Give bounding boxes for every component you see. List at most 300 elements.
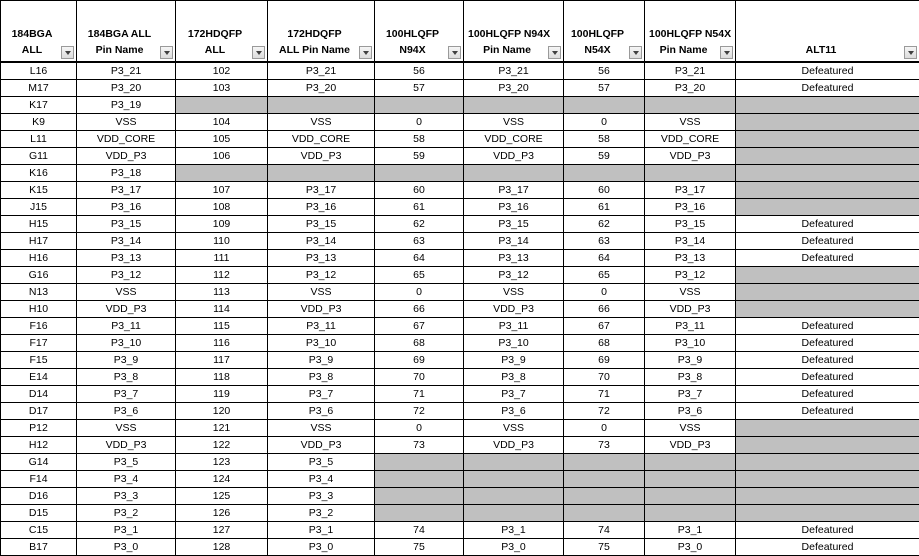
table-cell[interactable] <box>736 114 919 131</box>
table-cell[interactable] <box>736 131 919 148</box>
table-cell[interactable]: P3_15 <box>464 216 564 233</box>
table-cell[interactable]: 70 <box>564 369 645 386</box>
table-cell[interactable]: H16 <box>1 250 77 267</box>
table-cell[interactable]: P3_18 <box>77 165 176 182</box>
table-cell[interactable]: VDD_P3 <box>464 437 564 454</box>
table-cell[interactable]: P3_15 <box>268 216 375 233</box>
table-cell[interactable]: P3_9 <box>464 352 564 369</box>
filter-dropdown-icon[interactable] <box>548 46 561 59</box>
table-cell[interactable]: 0 <box>564 284 645 301</box>
table-cell[interactable]: VDD_P3 <box>77 437 176 454</box>
table-cell[interactable] <box>464 454 564 471</box>
table-cell[interactable]: 73 <box>375 437 464 454</box>
table-cell[interactable]: P3_8 <box>77 369 176 386</box>
table-cell[interactable]: VDD_P3 <box>464 148 564 165</box>
table-cell[interactable] <box>464 488 564 505</box>
table-cell[interactable]: 113 <box>176 284 268 301</box>
table-cell[interactable]: P3_10 <box>645 335 736 352</box>
table-cell[interactable]: H12 <box>1 437 77 454</box>
table-cell[interactable]: N13 <box>1 284 77 301</box>
table-cell[interactable]: Defeatured <box>736 233 919 250</box>
table-cell[interactable] <box>268 97 375 114</box>
table-cell[interactable]: 56 <box>564 62 645 80</box>
table-cell[interactable]: P3_9 <box>268 352 375 369</box>
table-cell[interactable] <box>736 182 919 199</box>
table-cell[interactable]: P3_7 <box>77 386 176 403</box>
table-cell[interactable]: D14 <box>1 386 77 403</box>
table-cell[interactable]: P3_1 <box>645 522 736 539</box>
table-cell[interactable]: P3_5 <box>268 454 375 471</box>
table-cell[interactable]: 108 <box>176 199 268 216</box>
table-row <box>1 420 919 437</box>
table-cell[interactable]: VDD_CORE <box>464 131 564 148</box>
table-cell[interactable]: P3_11 <box>464 318 564 335</box>
table-cell[interactable]: 58 <box>375 131 464 148</box>
table-cell[interactable]: 65 <box>375 267 464 284</box>
table-cell[interactable]: 75 <box>564 539 645 556</box>
table-cell[interactable]: 105 <box>176 131 268 148</box>
table-row <box>1 114 919 131</box>
table-cell[interactable]: 59 <box>564 148 645 165</box>
column-header-line1: 172HDQFP <box>187 28 243 40</box>
table-cell[interactable]: G11 <box>1 148 77 165</box>
table-cell[interactable]: 106 <box>176 148 268 165</box>
table-row <box>1 301 919 318</box>
table-cell[interactable]: VDD_CORE <box>268 131 375 148</box>
table-cell[interactable]: 104 <box>176 114 268 131</box>
table-cell[interactable]: VSS <box>645 114 736 131</box>
table-cell[interactable]: 119 <box>176 386 268 403</box>
table-cell[interactable]: P3_1 <box>77 522 176 539</box>
column-header-line1: 100HLQFP <box>570 28 625 40</box>
table-row <box>1 165 919 182</box>
table-cell[interactable]: P3_12 <box>268 267 375 284</box>
filter-dropdown-icon[interactable] <box>252 46 265 59</box>
table-cell[interactable] <box>564 505 645 522</box>
table-cell[interactable] <box>375 97 464 114</box>
table-cell[interactable]: 57 <box>564 80 645 97</box>
table-cell[interactable]: P3_17 <box>268 182 375 199</box>
table-row <box>1 318 919 335</box>
table-cell[interactable] <box>736 420 919 437</box>
table-cell[interactable]: 60 <box>375 182 464 199</box>
table-cell[interactable]: 127 <box>176 522 268 539</box>
table-cell[interactable] <box>375 471 464 488</box>
table-cell[interactable]: VSS <box>268 420 375 437</box>
table-cell[interactable]: P3_14 <box>464 233 564 250</box>
table-cell[interactable]: 66 <box>564 301 645 318</box>
column-header-8 <box>736 1 919 63</box>
table-cell[interactable]: VSS <box>77 114 176 131</box>
table-cell[interactable]: 58 <box>564 131 645 148</box>
table-cell[interactable]: P3_21 <box>645 62 736 80</box>
table-cell[interactable]: P3_13 <box>77 250 176 267</box>
table-cell[interactable]: VSS <box>464 284 564 301</box>
table-cell[interactable]: 126 <box>176 505 268 522</box>
table-cell[interactable] <box>564 471 645 488</box>
table-cell[interactable]: 128 <box>176 539 268 556</box>
table-cell[interactable]: P12 <box>1 420 77 437</box>
table-cell[interactable]: Defeatured <box>736 352 919 369</box>
table-cell[interactable]: VDD_P3 <box>77 301 176 318</box>
table-cell[interactable] <box>645 165 736 182</box>
table-cell[interactable]: Defeatured <box>736 80 919 97</box>
table-cell[interactable]: 66 <box>375 301 464 318</box>
table-cell[interactable]: P3_9 <box>645 352 736 369</box>
table-cell[interactable]: 65 <box>564 267 645 284</box>
table-cell[interactable]: 69 <box>564 352 645 369</box>
table-cell[interactable] <box>736 284 919 301</box>
table-cell[interactable]: P3_0 <box>464 539 564 556</box>
table-cell[interactable]: L16 <box>1 62 77 80</box>
table-cell[interactable]: P3_3 <box>268 488 375 505</box>
table-cell[interactable]: 69 <box>375 352 464 369</box>
table-cell[interactable]: H17 <box>1 233 77 250</box>
table-cell[interactable]: 75 <box>375 539 464 556</box>
header-row <box>1 1 919 63</box>
table-cell[interactable] <box>736 199 919 216</box>
table-cell[interactable]: VSS <box>77 284 176 301</box>
table-cell[interactable]: P3_12 <box>645 267 736 284</box>
table-row <box>1 488 919 505</box>
table-cell[interactable]: 63 <box>375 233 464 250</box>
table-cell[interactable]: Defeatured <box>736 522 919 539</box>
table-cell[interactable]: P3_19 <box>77 97 176 114</box>
filter-dropdown-icon[interactable] <box>629 46 642 59</box>
table-cell[interactable]: F15 <box>1 352 77 369</box>
table-cell[interactable]: Defeatured <box>736 539 919 556</box>
table-cell[interactable]: K16 <box>1 165 77 182</box>
table-cell[interactable]: P3_17 <box>645 182 736 199</box>
table-cell[interactable]: P3_20 <box>464 80 564 97</box>
table-cell[interactable]: VDD_CORE <box>77 131 176 148</box>
column-header-7 <box>645 1 736 63</box>
table-cell[interactable]: 110 <box>176 233 268 250</box>
table-cell[interactable] <box>176 165 268 182</box>
table-row <box>1 505 919 522</box>
table-cell[interactable]: 123 <box>176 454 268 471</box>
table-cell[interactable]: P3_1 <box>464 522 564 539</box>
table-cell[interactable]: E14 <box>1 369 77 386</box>
table-cell[interactable]: 73 <box>564 437 645 454</box>
table-row <box>1 250 919 267</box>
table-cell[interactable] <box>564 165 645 182</box>
column-header-line2: N94X <box>399 44 426 56</box>
table-row <box>1 403 919 420</box>
table-cell[interactable] <box>375 165 464 182</box>
table-cell[interactable]: 122 <box>176 437 268 454</box>
table-cell[interactable]: 74 <box>564 522 645 539</box>
table-cell[interactable]: VSS <box>464 114 564 131</box>
table-cell[interactable]: Defeatured <box>736 386 919 403</box>
table-cell[interactable]: P3_13 <box>464 250 564 267</box>
table-cell[interactable]: P3_20 <box>268 80 375 97</box>
table-cell[interactable]: 56 <box>375 62 464 80</box>
column-header-line2: ALL <box>21 44 43 56</box>
table-cell[interactable] <box>736 505 919 522</box>
table-cell[interactable]: VSS <box>645 420 736 437</box>
table-cell[interactable] <box>736 148 919 165</box>
table-cell[interactable]: VSS <box>268 284 375 301</box>
table-cell[interactable]: 72 <box>564 403 645 420</box>
table-row <box>1 386 919 403</box>
table-cell[interactable] <box>736 301 919 318</box>
table-cell[interactable] <box>564 488 645 505</box>
table-cell[interactable]: P3_11 <box>77 318 176 335</box>
table-cell[interactable]: VDD_P3 <box>464 301 564 318</box>
table-cell[interactable] <box>564 97 645 114</box>
table-cell[interactable]: P3_12 <box>77 267 176 284</box>
table-cell[interactable] <box>176 97 268 114</box>
table-cell[interactable]: P3_7 <box>645 386 736 403</box>
table-cell[interactable]: P3_0 <box>77 539 176 556</box>
table-cell[interactable]: 109 <box>176 216 268 233</box>
table-cell[interactable] <box>736 165 919 182</box>
table-cell[interactable] <box>464 97 564 114</box>
table-row <box>1 471 919 488</box>
table-cell[interactable]: 116 <box>176 335 268 352</box>
table-cell[interactable]: P3_14 <box>645 233 736 250</box>
table-cell[interactable]: G14 <box>1 454 77 471</box>
table-cell[interactable]: P3_2 <box>268 505 375 522</box>
table-cell[interactable]: 74 <box>375 522 464 539</box>
table-cell[interactable]: P3_16 <box>77 199 176 216</box>
table-cell[interactable]: 71 <box>375 386 464 403</box>
table-cell[interactable]: VSS <box>645 284 736 301</box>
table-cell[interactable]: 63 <box>564 233 645 250</box>
filter-dropdown-icon[interactable] <box>904 46 917 59</box>
column-header-line2: Pin Name <box>659 44 708 56</box>
table-cell[interactable]: P3_6 <box>268 403 375 420</box>
table-cell[interactable]: P3_10 <box>464 335 564 352</box>
column-header-line1: 100HLQFP <box>385 28 440 40</box>
table-cell[interactable] <box>736 454 919 471</box>
table-cell[interactable]: 111 <box>176 250 268 267</box>
table-body <box>1 62 919 556</box>
column-header-2 <box>176 1 268 63</box>
table-row <box>1 80 919 97</box>
table-row <box>1 335 919 352</box>
table-cell[interactable] <box>736 437 919 454</box>
table-cell[interactable]: 124 <box>176 471 268 488</box>
table-cell[interactable]: 67 <box>564 318 645 335</box>
table-row <box>1 437 919 454</box>
table-row <box>1 522 919 539</box>
table-cell[interactable]: 70 <box>375 369 464 386</box>
table-cell[interactable]: 0 <box>564 114 645 131</box>
table-cell[interactable]: VSS <box>77 420 176 437</box>
table-cell[interactable]: P3_8 <box>645 369 736 386</box>
table-cell[interactable]: 68 <box>564 335 645 352</box>
table-cell[interactable]: Defeatured <box>736 216 919 233</box>
table-cell[interactable]: K15 <box>1 182 77 199</box>
table-cell[interactable]: P3_15 <box>645 216 736 233</box>
table-cell[interactable]: 121 <box>176 420 268 437</box>
table-cell[interactable] <box>464 505 564 522</box>
table-cell[interactable]: VDD_P3 <box>268 301 375 318</box>
table-cell[interactable] <box>375 488 464 505</box>
table-cell[interactable] <box>736 97 919 114</box>
table-cell[interactable]: 103 <box>176 80 268 97</box>
table-cell[interactable]: 120 <box>176 403 268 420</box>
table-cell[interactable]: H15 <box>1 216 77 233</box>
table-cell[interactable]: P3_16 <box>268 199 375 216</box>
table-cell[interactable]: P3_5 <box>77 454 176 471</box>
table-cell[interactable] <box>464 165 564 182</box>
table-cell[interactable] <box>268 165 375 182</box>
table-cell[interactable]: 71 <box>564 386 645 403</box>
table-cell[interactable]: VDD_P3 <box>645 301 736 318</box>
column-header-0 <box>1 1 77 63</box>
table-cell[interactable]: 0 <box>564 420 645 437</box>
table-cell[interactable]: P3_4 <box>268 471 375 488</box>
table-cell[interactable]: J15 <box>1 199 77 216</box>
table-cell[interactable]: B17 <box>1 539 77 556</box>
table-cell[interactable] <box>464 471 564 488</box>
table-cell[interactable] <box>736 267 919 284</box>
table-cell[interactable]: P3_0 <box>645 539 736 556</box>
table-cell[interactable]: VSS <box>268 114 375 131</box>
table-cell[interactable]: 67 <box>375 318 464 335</box>
table-cell[interactable]: P3_17 <box>464 182 564 199</box>
table-cell[interactable]: P3_21 <box>268 62 375 80</box>
table-cell[interactable]: P3_0 <box>268 539 375 556</box>
table-cell[interactable]: P3_13 <box>268 250 375 267</box>
table-cell[interactable]: F16 <box>1 318 77 335</box>
table-cell[interactable]: 59 <box>375 148 464 165</box>
table-cell[interactable]: 72 <box>375 403 464 420</box>
table-cell[interactable]: 118 <box>176 369 268 386</box>
table-cell[interactable]: Defeatured <box>736 403 919 420</box>
table-cell[interactable]: VDD_P3 <box>645 148 736 165</box>
table-cell[interactable]: P3_16 <box>464 199 564 216</box>
table-cell[interactable]: 114 <box>176 301 268 318</box>
table-cell[interactable]: P3_6 <box>645 403 736 420</box>
table-cell[interactable]: P3_6 <box>77 403 176 420</box>
table-cell[interactable]: K17 <box>1 97 77 114</box>
table-cell[interactable]: P3_14 <box>77 233 176 250</box>
table-cell[interactable]: P3_4 <box>77 471 176 488</box>
table-cell[interactable]: P3_1 <box>268 522 375 539</box>
table-cell[interactable]: 64 <box>375 250 464 267</box>
table-cell[interactable]: M17 <box>1 80 77 97</box>
table-cell[interactable]: P3_8 <box>268 369 375 386</box>
table-cell[interactable]: Defeatured <box>736 250 919 267</box>
table-cell[interactable]: K9 <box>1 114 77 131</box>
table-cell[interactable]: 112 <box>176 267 268 284</box>
table-cell[interactable]: 0 <box>375 114 464 131</box>
table-cell[interactable]: 102 <box>176 62 268 80</box>
table-cell[interactable]: 0 <box>375 284 464 301</box>
table-cell[interactable]: VDD_P3 <box>268 148 375 165</box>
table-cell[interactable] <box>645 97 736 114</box>
table-cell[interactable]: P3_11 <box>645 318 736 335</box>
table-cell[interactable]: 115 <box>176 318 268 335</box>
table-cell[interactable]: 57 <box>375 80 464 97</box>
table-cell[interactable]: VDD_CORE <box>645 131 736 148</box>
table-cell[interactable]: D15 <box>1 505 77 522</box>
table-cell[interactable]: 61 <box>375 199 464 216</box>
table-cell[interactable]: P3_12 <box>464 267 564 284</box>
table-cell[interactable]: 64 <box>564 250 645 267</box>
table-cell[interactable] <box>645 505 736 522</box>
table-cell[interactable]: P3_10 <box>268 335 375 352</box>
table-row <box>1 131 919 148</box>
table-cell[interactable] <box>645 488 736 505</box>
table-cell[interactable] <box>564 454 645 471</box>
table-cell[interactable]: L11 <box>1 131 77 148</box>
table-cell[interactable]: H10 <box>1 301 77 318</box>
table-cell[interactable]: P3_7 <box>268 386 375 403</box>
table-cell[interactable]: VDD_P3 <box>268 437 375 454</box>
table-cell[interactable]: F14 <box>1 471 77 488</box>
table-cell[interactable] <box>736 471 919 488</box>
table-cell[interactable]: P3_15 <box>77 216 176 233</box>
table-cell[interactable]: C15 <box>1 522 77 539</box>
table-cell[interactable]: Defeatured <box>736 318 919 335</box>
table-cell[interactable]: 60 <box>564 182 645 199</box>
table-cell[interactable]: P3_11 <box>268 318 375 335</box>
table-cell[interactable]: 62 <box>375 216 464 233</box>
table-cell[interactable]: P3_21 <box>77 62 176 80</box>
filter-dropdown-icon[interactable] <box>359 46 372 59</box>
table-cell[interactable]: 125 <box>176 488 268 505</box>
table-cell[interactable]: Defeatured <box>736 335 919 352</box>
table-cell[interactable] <box>645 454 736 471</box>
table-cell[interactable] <box>375 454 464 471</box>
table-cell[interactable]: P3_20 <box>645 80 736 97</box>
table-cell[interactable]: P3_8 <box>464 369 564 386</box>
table-cell[interactable]: P3_6 <box>464 403 564 420</box>
table-cell[interactable]: Defeatured <box>736 369 919 386</box>
table-cell[interactable]: P3_21 <box>464 62 564 80</box>
filter-dropdown-icon[interactable] <box>61 46 74 59</box>
filter-dropdown-icon[interactable] <box>160 46 173 59</box>
table-cell[interactable]: P3_13 <box>645 250 736 267</box>
table-cell[interactable]: P3_17 <box>77 182 176 199</box>
table-cell[interactable]: P3_2 <box>77 505 176 522</box>
table-cell[interactable]: P3_9 <box>77 352 176 369</box>
table-cell[interactable] <box>375 505 464 522</box>
table-cell[interactable]: P3_3 <box>77 488 176 505</box>
table-row <box>1 148 919 165</box>
table-cell[interactable]: P3_20 <box>77 80 176 97</box>
table-cell[interactable]: D17 <box>1 403 77 420</box>
table-cell[interactable]: 117 <box>176 352 268 369</box>
table-cell[interactable]: P3_16 <box>645 199 736 216</box>
table-cell[interactable]: G16 <box>1 267 77 284</box>
table-cell[interactable]: VDD_P3 <box>645 437 736 454</box>
table-cell[interactable]: D16 <box>1 488 77 505</box>
table-cell[interactable] <box>736 488 919 505</box>
table-cell[interactable]: 107 <box>176 182 268 199</box>
table-cell[interactable]: P3_10 <box>77 335 176 352</box>
table-cell[interactable]: 68 <box>375 335 464 352</box>
table-cell[interactable]: F17 <box>1 335 77 352</box>
table-cell[interactable]: P3_14 <box>268 233 375 250</box>
filter-dropdown-icon[interactable] <box>720 46 733 59</box>
table-cell[interactable]: 62 <box>564 216 645 233</box>
filter-dropdown-icon[interactable] <box>448 46 461 59</box>
table-cell[interactable]: VDD_P3 <box>77 148 176 165</box>
table-row <box>1 369 919 386</box>
table-cell[interactable]: 0 <box>375 420 464 437</box>
table-cell[interactable]: P3_7 <box>464 386 564 403</box>
table-cell[interactable] <box>645 471 736 488</box>
table-cell[interactable]: 61 <box>564 199 645 216</box>
table-cell[interactable]: VSS <box>464 420 564 437</box>
table-cell[interactable]: Defeatured <box>736 62 919 80</box>
